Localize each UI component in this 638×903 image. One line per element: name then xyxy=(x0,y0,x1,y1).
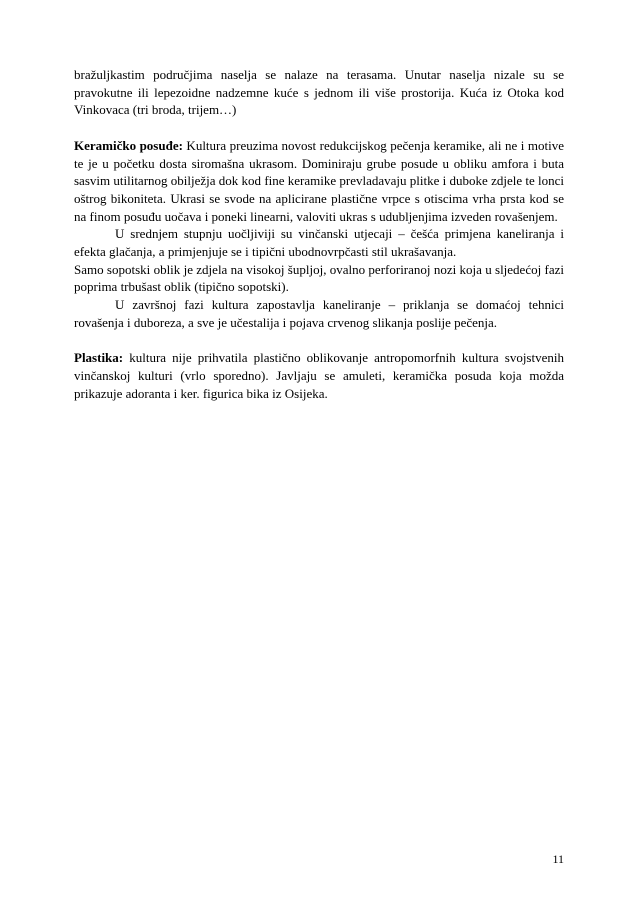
plastic-art-heading: Plastika: xyxy=(74,350,124,366)
paragraph-final-phase: U završnoj fazi kultura zapostavlja kaneliranje – priklanja se domaćoj tehnici rovašenja i duboreza, a sve je učestalija i pojava crvenog slikanja poslije pečenja. xyxy=(74,297,564,330)
paragraph-settlements: bražuljkastim područjima naselja se nalaze na terasama. Unutar naselja nizale su se pravokutne ili lepezoidne nadzemne kuće s jednom ili više prostorija. Kuća iz Otoka kod Vinkovaca (tri broda, trijem…) xyxy=(74,67,564,118)
document-page xyxy=(74,66,564,402)
paragraph-middle-phase: U srednjem stupnju uočljiviji su vinčanski utjecaji – češća primjena kaneliranja i efekta glačanja, a primjenjuje se i tipični ubodnovrpčasti stil ukrašavanja. xyxy=(74,226,564,260)
plastic-art-body: kultura nije prihvatila plastično oblikovanje antropomorfnih kultura svojstvenih vinčanskoj kulturi (vrlo sporedno). Javljaju se amuleti, keramička posuda koja možda prikazuje adoranta i ker. figurica bika iz Osijeka. xyxy=(74,350,564,401)
paragraph-sopot-form: Samo sopotski oblik je zdjela na visokoj šupljoj, ovalno perforiranoj nozi koja u sljedećoj fazi poprima trbušast oblik (tipično sopotski). xyxy=(74,261,564,295)
paragraph-plastic-art xyxy=(74,349,564,402)
pottery-body: Kultura preuzima novost redukcijskog pečenja keramike, ali ne i motive te je u početku dosta siromašna ukrasom. Dominiraju grube posude u obliku amfora i buta sasvim utilitarnog obilježja dok kod fine keramike prevladavaju plitke i duboke zdjele te lonci oštrog bikoniteta. Ukrasi se svode na aplicirane plastične vrpce s otiscima vrha prsta kod se na finom posuđu uočava i poneki linearni, valoviti ukras s udubljenjima izveden rovašenjem. xyxy=(74,137,564,224)
paragraph-pottery xyxy=(74,137,564,226)
pottery-heading: Keramičko posuđe: xyxy=(74,137,183,153)
page-number: 11 xyxy=(552,852,564,866)
